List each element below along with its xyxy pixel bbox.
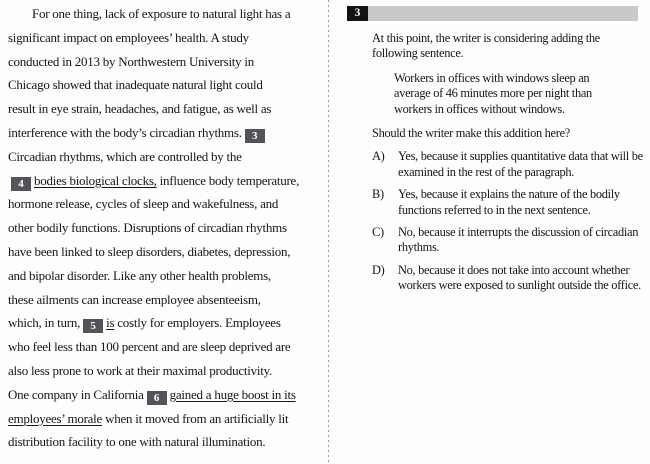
passage-line xyxy=(8,121,324,145)
passage-text: significant impact on employees’ health. A study xyxy=(8,29,249,45)
passage-text: hormone release, cycles of sleep and wakefulness, and xyxy=(8,196,279,212)
choice-letter: C) xyxy=(372,225,384,240)
passage-text: For one thing, lack of exposure to natural light has a xyxy=(32,6,291,21)
passage-text: when it moved from an artificially lit xyxy=(102,410,289,426)
passage-text: and bipolar disorder. Like any other health problems, xyxy=(8,267,271,283)
passage-line xyxy=(8,359,324,383)
passage-text: influence body temperature, xyxy=(156,172,300,188)
passage-marker-5: 5 xyxy=(83,319,103,333)
choice-text: Yes, because it supplies quantitative data that will be examined in the rest of the paragraph. xyxy=(398,149,643,179)
passage-line xyxy=(8,264,324,288)
choice-c xyxy=(372,225,643,256)
choice-letter: A) xyxy=(372,149,385,164)
question-header xyxy=(347,6,643,21)
passage-text: One company in California xyxy=(8,386,144,402)
passage-line xyxy=(8,407,324,431)
passage-text: other bodily functions. Disruptions of circadian rhythms xyxy=(8,220,287,236)
passage-text: interference with the body’s circadian rhythms. xyxy=(8,124,242,140)
choice-letter: D) xyxy=(372,262,385,277)
passage-line xyxy=(8,335,324,359)
passage-line xyxy=(8,311,324,335)
passage-text: which, in turn, xyxy=(8,315,81,331)
column-divider xyxy=(328,0,329,464)
underlined-phrase: employees’ morale xyxy=(8,410,103,426)
passage-line xyxy=(8,169,324,193)
question-number-badge: 3 xyxy=(347,6,368,21)
answer-choices xyxy=(372,149,643,293)
passage-text: who feel less than 100 percent and are sleep deprived are xyxy=(8,339,291,355)
underlined-phrase: bodies biological clocks, xyxy=(34,172,157,188)
underlined-phrase: is xyxy=(106,315,115,331)
passage-text: costly for employers. Employees xyxy=(114,315,281,331)
choice-text: No, because it does not take into account whether workers were exposed to sunlight outside the office. xyxy=(398,262,641,293)
passage-line xyxy=(8,145,324,169)
choice-b xyxy=(372,187,643,218)
choice-text: No, because it interrupts the discussion of circadian rhythms. xyxy=(398,225,639,255)
passage-line xyxy=(8,288,324,312)
choice-d xyxy=(372,263,643,294)
question-body xyxy=(347,31,643,294)
passage-marker-6: 6 xyxy=(147,391,167,405)
passage-line xyxy=(8,240,324,264)
passage-line xyxy=(8,26,324,50)
passage-line xyxy=(8,50,324,74)
passage-line xyxy=(8,73,324,97)
passage-line xyxy=(8,192,324,216)
passage-column xyxy=(8,2,324,454)
passage-text: Circadian rhythms, which are controlled by the xyxy=(8,148,242,164)
passage-text: distribution facility to one with natural illumination. xyxy=(8,434,266,450)
choice-letter: B) xyxy=(372,187,384,202)
passage-line xyxy=(8,2,324,26)
passage-marker-3: 3 xyxy=(245,129,265,143)
question-intro: At this point, the writer is considering adding the following sentence. xyxy=(372,31,600,61)
passage-line xyxy=(8,216,324,240)
passage-line xyxy=(8,430,324,454)
choice-a xyxy=(372,149,643,180)
question-column xyxy=(347,6,643,301)
passage-text: conducted in 2013 by Northwestern University in xyxy=(8,53,255,69)
passage-text: also less prone to work at their maximal productivity. xyxy=(8,362,273,378)
choice-text: Yes, because it explains the nature of the bodily functions referred to in the next sentence. xyxy=(398,187,620,217)
passage-marker-4: 4 xyxy=(11,177,31,191)
added-sentence-quote: Workers in offices with windows sleep an average of 46 minutes more per night than workers in offices without windows. xyxy=(394,70,592,116)
question-stem: Should the writer make this addition here? xyxy=(372,126,570,141)
passage-line xyxy=(8,383,324,407)
underlined-phrase: gained a huge boost in its xyxy=(169,386,296,402)
passage-text: these ailments can increase employee absenteeism, xyxy=(8,291,261,307)
passage-text: have been linked to sleep disorders, diabetes, depression, xyxy=(8,243,291,259)
passage-text: result in eye strain, headaches, and fatigue, as well as xyxy=(8,101,272,117)
passage-line xyxy=(8,97,324,121)
question-header-bar xyxy=(368,6,638,21)
passage-text: Chicago showed that inadequate natural light could xyxy=(8,77,263,93)
